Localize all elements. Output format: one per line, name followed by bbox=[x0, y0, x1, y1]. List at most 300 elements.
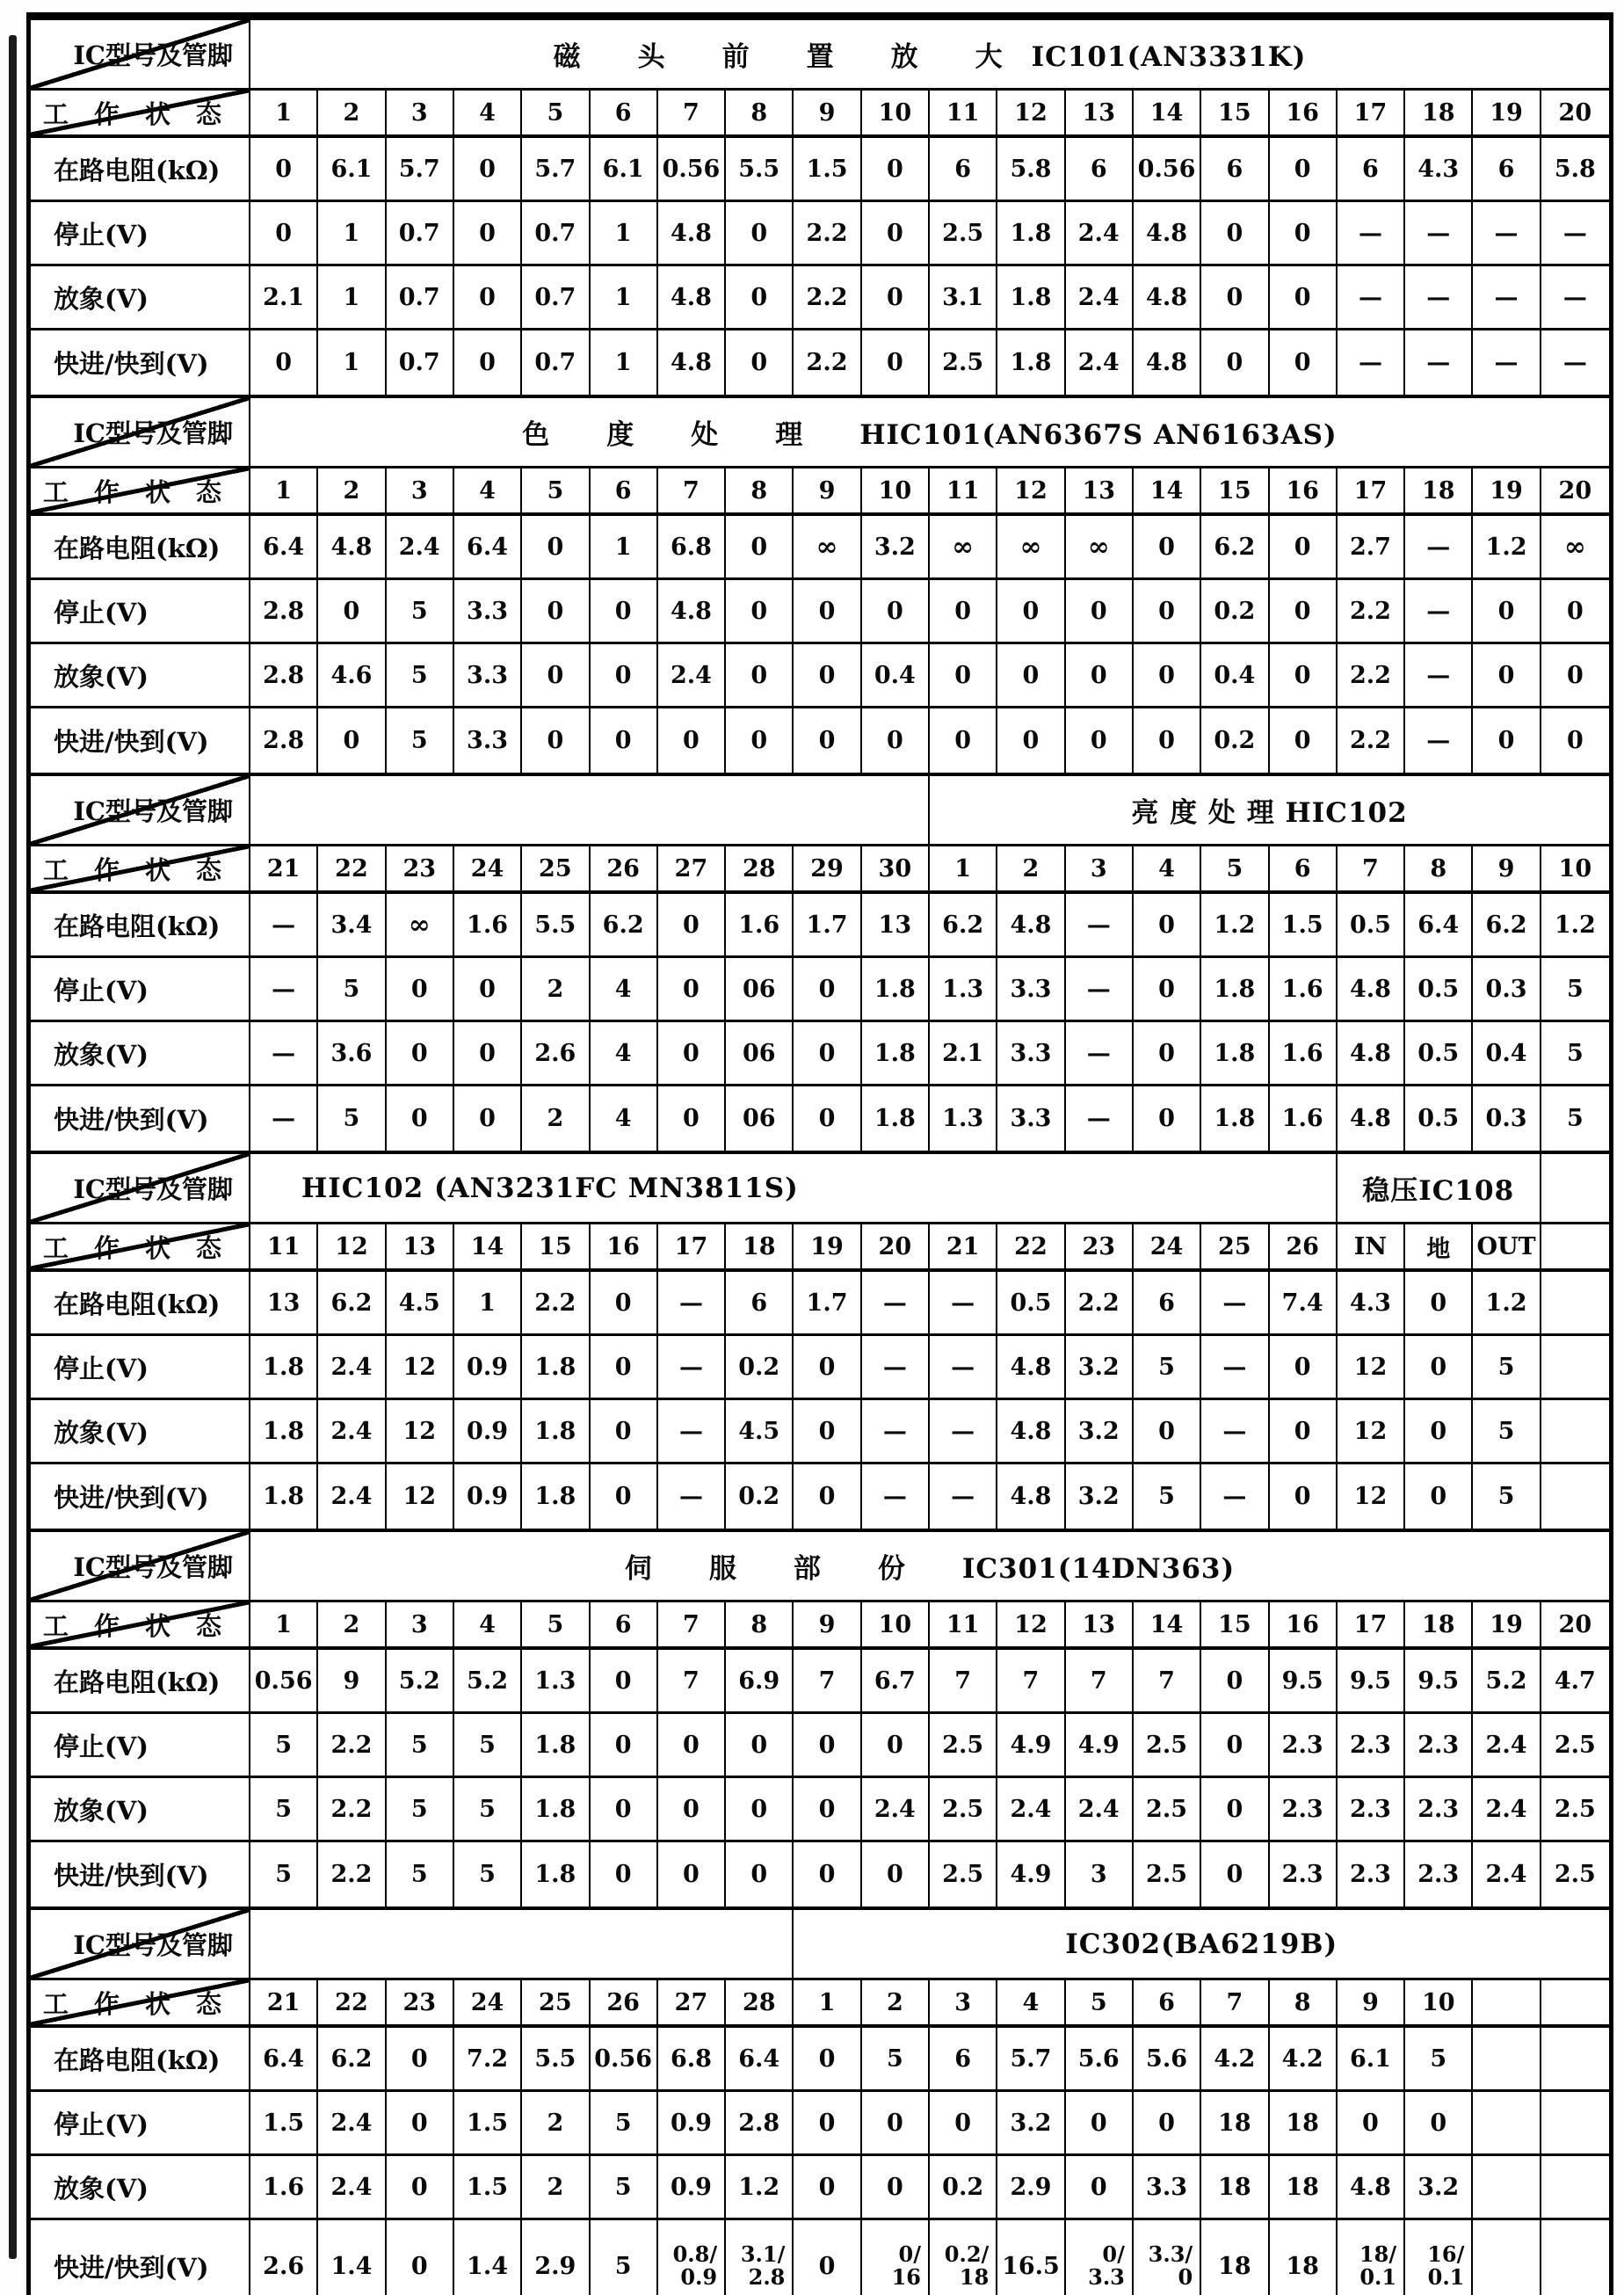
pin-header-cell: 28 bbox=[726, 1980, 794, 2028]
value-cell: 2.3 bbox=[1270, 1842, 1338, 1906]
pin-header-cell: 22 bbox=[318, 846, 386, 894]
pin-header-cell: 3 bbox=[387, 468, 454, 516]
value-cell: 1 bbox=[591, 330, 658, 395]
value-cell: 0 bbox=[1270, 1400, 1338, 1464]
value-cell: 2.4 bbox=[1473, 1714, 1541, 1778]
value-cell: 2.5 bbox=[1134, 1842, 1201, 1906]
value-cell: 7 bbox=[1134, 1650, 1201, 1714]
value-cell: — bbox=[1066, 894, 1134, 958]
pin-header-cell: 20 bbox=[1541, 91, 1609, 138]
row-label: 放象(V) bbox=[31, 644, 250, 708]
value-cell: 0 bbox=[794, 1086, 861, 1151]
pin-header-cell: 4 bbox=[997, 1980, 1065, 2028]
row-label: 在路电阻(kΩ) bbox=[31, 1650, 250, 1714]
value-cell: 5.5 bbox=[522, 2028, 590, 2092]
corner-ic-pin-cell: IC型号及管脚 bbox=[31, 398, 250, 468]
pin-header-cell: 3 bbox=[387, 91, 454, 138]
value-cell: 5.2 bbox=[454, 1650, 522, 1714]
value-cell bbox=[1473, 2028, 1541, 2092]
value-cell: 0.4 bbox=[1473, 1022, 1541, 1086]
value-cell: 1.8 bbox=[862, 1086, 930, 1151]
value-cell: 1.4 bbox=[318, 2220, 386, 2295]
value-cell: 0 bbox=[1201, 1650, 1269, 1714]
pin-header-cell: 25 bbox=[1201, 1224, 1269, 1272]
value-cell: 0 bbox=[387, 2220, 454, 2295]
value-cell: 0 bbox=[1134, 1022, 1201, 1086]
value-cell bbox=[1541, 2092, 1609, 2156]
value-cell: 0 bbox=[930, 2092, 997, 2156]
value-cell: 2.8 bbox=[250, 708, 318, 773]
value-cell: 0 bbox=[1201, 202, 1269, 266]
pin-header-cell: 10 bbox=[1541, 846, 1609, 894]
pin-header-cell: 24 bbox=[454, 1980, 522, 2028]
value-cell: 1.5 bbox=[1270, 894, 1338, 958]
value-cell: 0 bbox=[794, 1464, 861, 1529]
table-title: HIC102 (AN3231FC MN3811S) bbox=[250, 1154, 1338, 1224]
value-cell: 0 bbox=[1201, 1778, 1269, 1842]
value-cell: 12 bbox=[387, 1336, 454, 1400]
value-cell: 1.6 bbox=[454, 894, 522, 958]
value-cell: — bbox=[1338, 330, 1405, 395]
pin-header-cell: 18 bbox=[1405, 91, 1473, 138]
value-cell: — bbox=[1338, 266, 1405, 330]
pin-header-cell: 6 bbox=[591, 91, 658, 138]
pin-header-cell: 15 bbox=[1201, 91, 1269, 138]
corner-ic-pin-cell: IC型号及管脚 bbox=[31, 1532, 250, 1602]
pin-header-cell: 17 bbox=[658, 1224, 726, 1272]
ic-table bbox=[31, 1910, 1609, 2295]
value-cell: 5.2 bbox=[1473, 1650, 1541, 1714]
value-cell: — bbox=[930, 1400, 997, 1464]
pin-header-cell: 9 bbox=[1473, 846, 1541, 894]
value-cell: 0 bbox=[1270, 330, 1338, 395]
value-cell: 0 bbox=[591, 1464, 658, 1529]
value-cell: 1.8 bbox=[862, 958, 930, 1022]
value-cell: 1.8 bbox=[522, 1336, 590, 1400]
pin-header-cell: 7 bbox=[658, 1602, 726, 1650]
pin-header-cell: 6 bbox=[1270, 846, 1338, 894]
value-cell: 0.2 bbox=[1201, 708, 1269, 773]
value-cell: 0 bbox=[1066, 2092, 1134, 2156]
pin-header-cell: 8 bbox=[726, 1602, 794, 1650]
pin-header-cell: 13 bbox=[1066, 1602, 1134, 1650]
pin-header-cell: 8 bbox=[726, 468, 794, 516]
value-cell: 0 bbox=[658, 958, 726, 1022]
value-cell: 0.9 bbox=[454, 1464, 522, 1529]
row-label: 停止(V) bbox=[31, 2092, 250, 2156]
value-cell: 0 bbox=[387, 2092, 454, 2156]
value-cell: 18 bbox=[1270, 2156, 1338, 2220]
pin-header-cell: 5 bbox=[522, 91, 590, 138]
fraction-bottom: 0.9 bbox=[680, 2264, 718, 2290]
value-cell: 3.3 bbox=[454, 580, 522, 644]
value-cell: 2.3 bbox=[1405, 1778, 1473, 1842]
value-cell: 5 bbox=[250, 1714, 318, 1778]
value-cell: 0 bbox=[1405, 1464, 1473, 1529]
value-cell: 1.8 bbox=[250, 1336, 318, 1400]
value-cell bbox=[1338, 2220, 1405, 2295]
pin-header-cell: 2 bbox=[997, 846, 1065, 894]
value-cell: 3.2 bbox=[997, 2092, 1065, 2156]
value-cell: 0 bbox=[1134, 708, 1201, 773]
value-cell: 12 bbox=[387, 1400, 454, 1464]
pin-header-cell: 17 bbox=[1338, 1602, 1405, 1650]
value-cell: 6.2 bbox=[591, 894, 658, 958]
pin-header-cell: 14 bbox=[1134, 468, 1201, 516]
value-cell: ∞ bbox=[387, 894, 454, 958]
pin-header-cell: 23 bbox=[387, 846, 454, 894]
value-cell: 2 bbox=[522, 1086, 590, 1151]
value-cell: 2.5 bbox=[930, 202, 997, 266]
value-cell: 2 bbox=[522, 958, 590, 1022]
value-cell: 4.8 bbox=[658, 202, 726, 266]
pin-header-cell: 26 bbox=[1270, 1224, 1338, 1272]
value-cell: 6.9 bbox=[726, 1650, 794, 1714]
value-cell: 0 bbox=[1473, 580, 1541, 644]
value-cell: — bbox=[1066, 958, 1134, 1022]
value-cell: 1.8 bbox=[1201, 958, 1269, 1022]
value-cell: 0 bbox=[454, 138, 522, 202]
value-cell: 0.4 bbox=[1201, 644, 1269, 708]
value-cell: 4.5 bbox=[726, 1400, 794, 1464]
value-cell: — bbox=[862, 1336, 930, 1400]
value-cell: 6.4 bbox=[454, 516, 522, 580]
value-cell: 1.3 bbox=[930, 1086, 997, 1151]
value-cell: 1.8 bbox=[862, 1022, 930, 1086]
value-cell: 0 bbox=[658, 1714, 726, 1778]
value-cell: 9.5 bbox=[1405, 1650, 1473, 1714]
value-cell: 1 bbox=[318, 330, 386, 395]
pin-header-cell: 15 bbox=[1201, 1602, 1269, 1650]
value-cell: 4.6 bbox=[318, 644, 386, 708]
value-cell: 12 bbox=[1338, 1400, 1405, 1464]
value-cell: 2.5 bbox=[1134, 1778, 1201, 1842]
row-label: 停止(V) bbox=[31, 1336, 250, 1400]
corner-ic-pin-cell: IC型号及管脚 bbox=[31, 1154, 250, 1224]
value-cell: 0 bbox=[794, 1714, 861, 1778]
value-cell: 1.7 bbox=[794, 894, 861, 958]
value-cell: 2.2 bbox=[1338, 580, 1405, 644]
value-cell: 1.8 bbox=[522, 1778, 590, 1842]
value-cell: — bbox=[1473, 266, 1541, 330]
pin-header-cell: 19 bbox=[1473, 1602, 1541, 1650]
value-cell: 3.3 bbox=[454, 644, 522, 708]
ic-table bbox=[31, 20, 1609, 398]
value-cell: 3.2 bbox=[1066, 1336, 1134, 1400]
pin-header-cell: 30 bbox=[862, 846, 930, 894]
table-title: 伺 服 部 份 IC301(14DN363) bbox=[250, 1532, 1609, 1602]
value-cell: 1.8 bbox=[522, 1400, 590, 1464]
value-cell bbox=[930, 2220, 997, 2295]
value-cell: 0 bbox=[318, 708, 386, 773]
value-cell: 4.3 bbox=[1405, 138, 1473, 202]
value-cell: — bbox=[658, 1464, 726, 1529]
value-cell: 6.1 bbox=[318, 138, 386, 202]
value-cell bbox=[1066, 2220, 1134, 2295]
value-cell: 0 bbox=[1134, 644, 1201, 708]
value-cell: 0 bbox=[1270, 644, 1338, 708]
pin-header-cell: 5 bbox=[522, 1602, 590, 1650]
value-cell: 6.2 bbox=[1473, 894, 1541, 958]
value-cell bbox=[1541, 1400, 1609, 1464]
value-cell: 0 bbox=[1338, 2092, 1405, 2156]
pin-header-cell: 10 bbox=[862, 91, 930, 138]
row-label: 快进/快到(V) bbox=[31, 1464, 250, 1529]
fraction-top: 3.1/ bbox=[740, 2241, 786, 2268]
value-cell: 3.3 bbox=[997, 1086, 1065, 1151]
value-cell: 2.7 bbox=[1338, 516, 1405, 580]
value-cell: 2.2 bbox=[318, 1842, 386, 1906]
value-cell: 6.2 bbox=[1201, 516, 1269, 580]
value-cell: 0 bbox=[997, 580, 1065, 644]
pin-header-cell: 22 bbox=[318, 1980, 386, 2028]
value-cell: 2 bbox=[522, 2092, 590, 2156]
value-cell: 2.5 bbox=[930, 330, 997, 395]
value-cell: 4.9 bbox=[997, 1714, 1065, 1778]
pin-header-cell: 9 bbox=[794, 1602, 861, 1650]
value-cell: 12 bbox=[1338, 1464, 1405, 1529]
pin-header-cell: 4 bbox=[454, 1602, 522, 1650]
value-cell: 0 bbox=[1541, 644, 1609, 708]
value-cell: — bbox=[1405, 580, 1473, 644]
value-cell: 0.3 bbox=[1473, 1086, 1541, 1151]
value-cell: 1.2 bbox=[1201, 894, 1269, 958]
value-cell: 0 bbox=[1405, 1272, 1473, 1336]
table-title-blank bbox=[250, 1910, 794, 1980]
value-cell: 2.5 bbox=[1541, 1714, 1609, 1778]
corner-work-state-cell: 工 作 状 态 bbox=[31, 846, 250, 894]
value-cell: 9.5 bbox=[1338, 1650, 1405, 1714]
value-cell: 0 bbox=[387, 1086, 454, 1151]
value-cell bbox=[1541, 1272, 1609, 1336]
value-cell: 5 bbox=[250, 1778, 318, 1842]
value-cell: 0 bbox=[1473, 644, 1541, 708]
value-cell: 2.2 bbox=[794, 202, 861, 266]
ic-table bbox=[31, 1154, 1609, 1532]
value-cell: 6.2 bbox=[930, 894, 997, 958]
pin-header-cell: 29 bbox=[794, 846, 861, 894]
pin-header-cell: 26 bbox=[591, 846, 658, 894]
table-title: 磁 头 前 置 放 大 IC101(AN3331K) bbox=[250, 20, 1609, 91]
value-cell: 0 bbox=[794, 2156, 861, 2220]
value-cell: — bbox=[1405, 708, 1473, 773]
value-cell: 4.8 bbox=[1134, 202, 1201, 266]
value-cell: 4.8 bbox=[1338, 958, 1405, 1022]
value-cell: 7 bbox=[794, 1650, 861, 1714]
value-cell: 06 bbox=[726, 1022, 794, 1086]
value-cell: 4.8 bbox=[1338, 1086, 1405, 1151]
fraction-bottom: 0.1 bbox=[1427, 2264, 1465, 2290]
value-cell: 2.8 bbox=[726, 2092, 794, 2156]
value-cell: 0 bbox=[454, 1086, 522, 1151]
row-label: 快进/快到(V) bbox=[31, 708, 250, 773]
value-cell: — bbox=[250, 1022, 318, 1086]
pin-header-cell: 10 bbox=[862, 1602, 930, 1650]
value-cell: 0 bbox=[862, 330, 930, 395]
value-cell: 0.9 bbox=[454, 1336, 522, 1400]
value-cell: 2.3 bbox=[1270, 1778, 1338, 1842]
value-cell bbox=[1541, 2156, 1609, 2220]
pin-header-cell: 24 bbox=[1134, 1224, 1201, 1272]
value-cell: 0 bbox=[726, 708, 794, 773]
value-cell: — bbox=[1405, 644, 1473, 708]
value-cell: 1.5 bbox=[454, 2092, 522, 2156]
value-cell: 0 bbox=[591, 1272, 658, 1336]
value-cell: 2.1 bbox=[250, 266, 318, 330]
value-cell: 5.6 bbox=[1134, 2028, 1201, 2092]
value-cell: 2.2 bbox=[1338, 708, 1405, 773]
pin-header-cell: 25 bbox=[522, 846, 590, 894]
value-cell: 4.9 bbox=[1066, 1714, 1134, 1778]
value-cell: 4.8 bbox=[1134, 266, 1201, 330]
value-cell: 0.5 bbox=[997, 1272, 1065, 1336]
row-label: 停止(V) bbox=[31, 580, 250, 644]
fraction-bottom: 18 bbox=[959, 2264, 990, 2290]
value-cell: 0 bbox=[862, 266, 930, 330]
pin-header-cell: 1 bbox=[250, 468, 318, 516]
pin-header-cell: 12 bbox=[997, 91, 1065, 138]
value-cell: 0 bbox=[591, 1400, 658, 1464]
value-cell: 13 bbox=[250, 1272, 318, 1336]
value-cell: 2.2 bbox=[318, 1778, 386, 1842]
corner-ic-pin-cell: IC型号及管脚 bbox=[31, 776, 250, 846]
value-cell: 5 bbox=[387, 580, 454, 644]
value-cell: 18 bbox=[1201, 2092, 1269, 2156]
pin-header-cell: 24 bbox=[454, 846, 522, 894]
value-cell: 0 bbox=[1066, 580, 1134, 644]
value-cell: 6.2 bbox=[318, 2028, 386, 2092]
value-cell: 4.3 bbox=[1338, 1272, 1405, 1336]
pin-header-cell: 21 bbox=[930, 1224, 997, 1272]
pin-header-cell: 23 bbox=[1066, 1224, 1134, 1272]
value-cell: 7 bbox=[997, 1650, 1065, 1714]
value-cell: 0.2 bbox=[726, 1336, 794, 1400]
pin-header-cell: 2 bbox=[318, 468, 386, 516]
corner-work-state-cell: 工 作 状 态 bbox=[31, 468, 250, 516]
pin-header-cell: 7 bbox=[1338, 846, 1405, 894]
value-cell: 06 bbox=[726, 1086, 794, 1151]
value-cell: 2.2 bbox=[522, 1272, 590, 1336]
value-cell: 0 bbox=[658, 1022, 726, 1086]
pin-header-cell: 4 bbox=[454, 468, 522, 516]
fraction-top: 0/ bbox=[1102, 2241, 1125, 2268]
pin-header-cell: 5 bbox=[1201, 846, 1269, 894]
value-cell: 1.8 bbox=[1201, 1022, 1269, 1086]
value-cell: 0 bbox=[454, 330, 522, 395]
pin-header-cell: 6 bbox=[591, 468, 658, 516]
pin-header-cell: 4 bbox=[454, 91, 522, 138]
value-cell: 3.2 bbox=[1066, 1400, 1134, 1464]
value-cell: — bbox=[658, 1336, 726, 1400]
value-cell: 0 bbox=[250, 330, 318, 395]
value-cell: 2.5 bbox=[1554, 1861, 1596, 1888]
value-cell: 5 bbox=[1473, 1464, 1541, 1529]
value-cell: 0 bbox=[1201, 266, 1269, 330]
value-cell: 0 bbox=[454, 958, 522, 1022]
pin-header-cell bbox=[1541, 1224, 1609, 1272]
value-cell: 3 bbox=[1066, 1842, 1134, 1906]
value-cell: 2.3 bbox=[1338, 1714, 1405, 1778]
value-cell: 4.7 bbox=[1541, 1650, 1609, 1714]
value-cell: 0.7 bbox=[387, 330, 454, 395]
value-cell: 0 bbox=[862, 138, 930, 202]
value-cell: 0 bbox=[726, 330, 794, 395]
value-cell: 0.3 bbox=[1473, 958, 1541, 1022]
table-title-blank bbox=[1541, 1154, 1609, 1224]
table-title: 色 度 处 理 HIC101(AN6367S AN6163AS) bbox=[250, 398, 1609, 468]
value-cell: 2.5 bbox=[930, 1778, 997, 1842]
value-cell: 1.6 bbox=[1270, 1086, 1338, 1151]
value-cell: 5 bbox=[454, 1714, 522, 1778]
value-cell: 0 bbox=[658, 1778, 726, 1842]
value-cell: 0 bbox=[794, 1778, 861, 1842]
value-cell: 0 bbox=[930, 580, 997, 644]
row-label: 停止(V) bbox=[31, 958, 250, 1022]
pin-header-cell: 8 bbox=[1270, 1980, 1338, 2028]
value-cell: 5 bbox=[387, 644, 454, 708]
fraction-top: 0.8/ bbox=[672, 2241, 718, 2268]
value-cell: 4.8 bbox=[997, 1400, 1065, 1464]
value-cell: 7 bbox=[1066, 1650, 1134, 1714]
value-cell: — bbox=[1405, 266, 1473, 330]
value-cell: 18 bbox=[1201, 2156, 1269, 2220]
value-cell: — bbox=[1066, 1086, 1134, 1151]
pin-header-cell: 9 bbox=[794, 91, 861, 138]
value-cell: 1.2 bbox=[1473, 516, 1541, 580]
value-cell: — bbox=[930, 1272, 997, 1336]
fraction-top: 0/ bbox=[898, 2241, 921, 2268]
row-label: 快进/快到(V) bbox=[31, 1842, 250, 1906]
value-cell: 4.8 bbox=[658, 330, 726, 395]
value-cell bbox=[1473, 2156, 1541, 2220]
pin-header-cell: 19 bbox=[1473, 468, 1541, 516]
value-cell bbox=[862, 2220, 930, 2295]
pin-header-cell: 16 bbox=[591, 1224, 658, 1272]
value-cell: ∞ bbox=[1066, 516, 1134, 580]
value-cell: 0 bbox=[454, 202, 522, 266]
value-cell: 6 bbox=[930, 2028, 997, 2092]
value-cell: — bbox=[658, 1272, 726, 1336]
value-cell: — bbox=[1405, 516, 1473, 580]
value-cell: 0.56 bbox=[250, 1650, 318, 1714]
value-cell: 2 bbox=[522, 2156, 590, 2220]
value-cell: 0.2 bbox=[726, 1464, 794, 1529]
value-cell: ∞ bbox=[997, 516, 1065, 580]
value-cell: 1.8 bbox=[522, 1842, 590, 1906]
value-cell: 1.5 bbox=[794, 138, 861, 202]
value-cell: 0.9 bbox=[454, 1400, 522, 1464]
value-cell: 1.6 bbox=[726, 894, 794, 958]
value-cell: 0 bbox=[1270, 138, 1338, 202]
pin-header-cell: 6 bbox=[1134, 1980, 1201, 2028]
value-cell: 6 bbox=[1134, 1272, 1201, 1336]
value-cell: 1.4 bbox=[454, 2220, 522, 2295]
value-cell: 0 bbox=[1405, 2092, 1473, 2156]
fraction-top: 3.3/ bbox=[1148, 2241, 1193, 2268]
row-label: 放象(V) bbox=[31, 266, 250, 330]
value-cell: 3.1 bbox=[930, 266, 997, 330]
pin-header-cell: 2 bbox=[318, 1602, 386, 1650]
pin-header-cell: 11 bbox=[250, 1224, 318, 1272]
value-cell: 7.2 bbox=[454, 2028, 522, 2092]
pin-header-cell: 16 bbox=[1270, 1602, 1338, 1650]
value-cell: 5.8 bbox=[997, 138, 1065, 202]
value-cell: 0 bbox=[794, 2028, 861, 2092]
value-cell: 0 bbox=[1134, 580, 1201, 644]
pin-header-cell: OUT bbox=[1473, 1224, 1541, 1272]
value-cell: 2.3 bbox=[1270, 1714, 1338, 1778]
value-cell: 6.1 bbox=[591, 138, 658, 202]
